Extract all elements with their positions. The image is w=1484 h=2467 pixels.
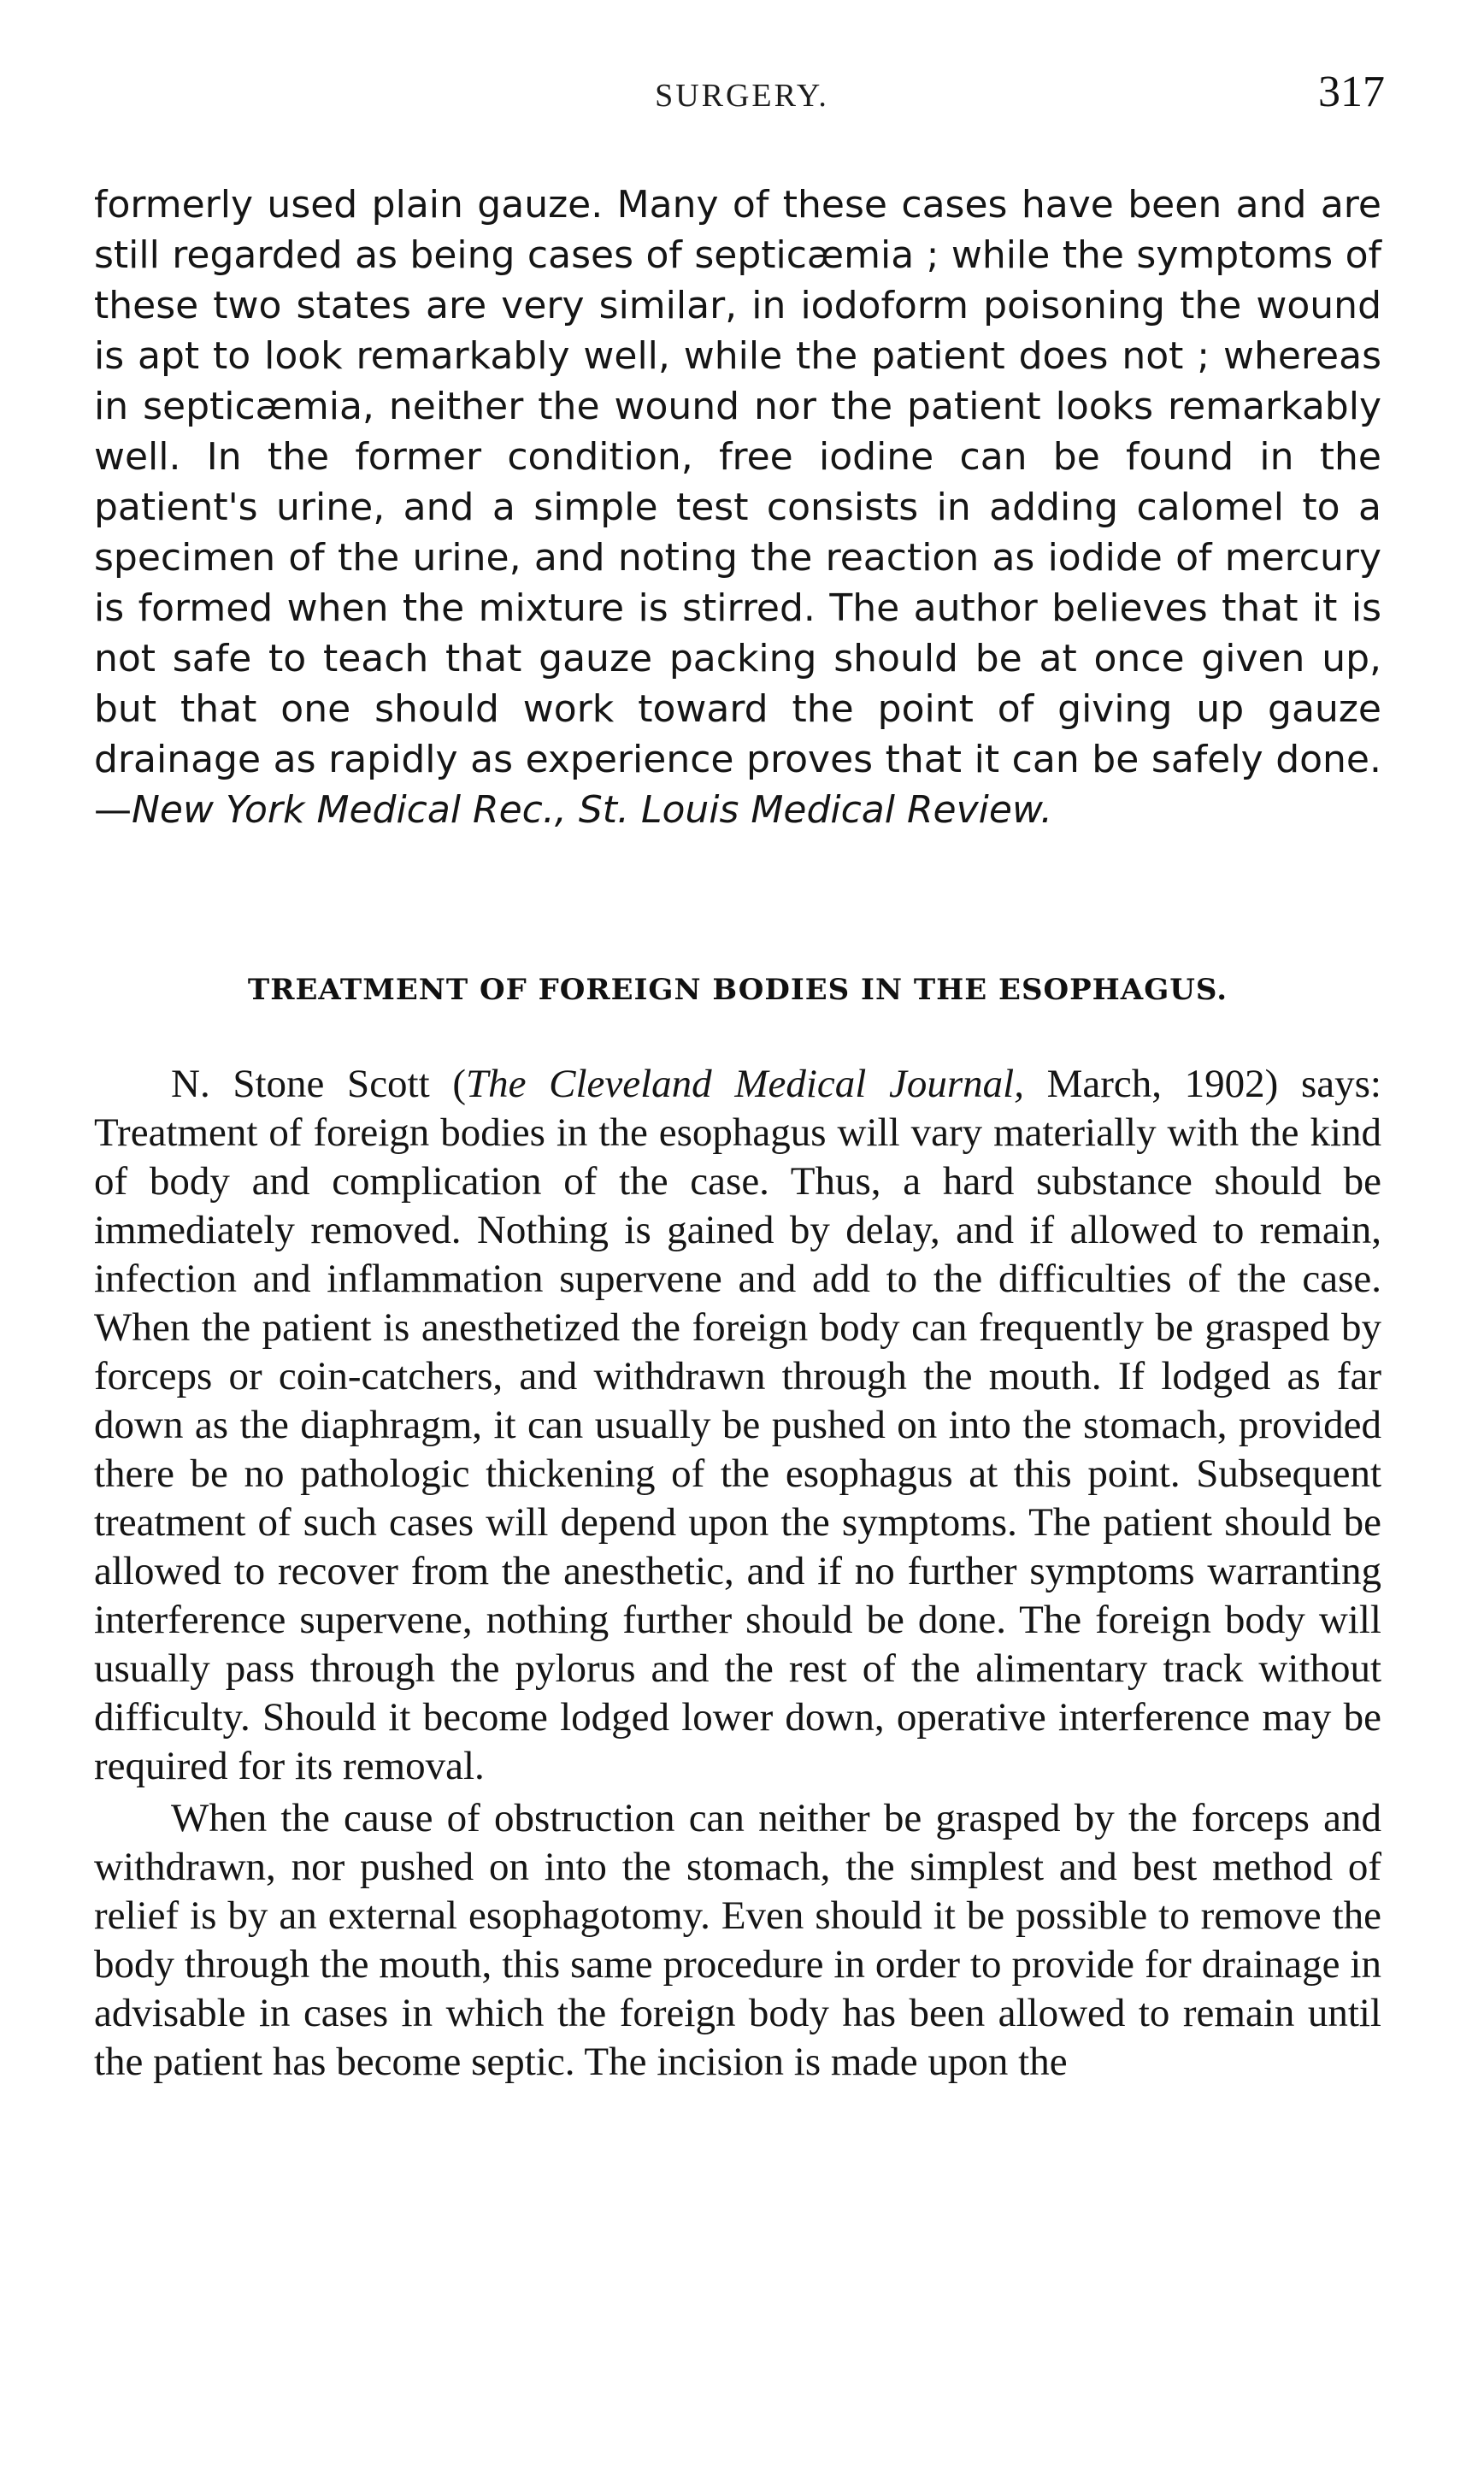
esophagus-paragraph-2: When the cause of obstruction can neither be grasped by the forceps and withdrawn, nor pushed on into the stomach, the simplest and best method of relief is by an external esophagotomy. Even should it be possible to remove the body through the mouth, this same procedure in order to provide for drainage in advisable in cases in which the foreign body has been allowed to remain until the patient has become septic. The incision is made upon the xyxy=(94,1796,1381,2084)
iodoform-paragraph xyxy=(94,180,1381,835)
citation: New York Medical Rec., St. Louis Medical Review. xyxy=(132,788,1053,832)
journal-title: The Cleveland Medical Journal, xyxy=(465,1062,1024,1106)
page-number: 317 xyxy=(1318,68,1385,116)
iodoform-text: formerly used plain gauze. Many of these cases have been and are still regarded as being cases of septicæmia ; while the symptoms of these two states are very similar, in iodoform poisoning the wound is apt to look remarkably well, while the patient does not ; whereas in septicæmia, neither the wound nor the patient looks remarkably well. In the former condition, free iodine can be found in the patient's urine, and a simple test consists in adding calomel to a specimen of the urine, and noting the reaction as iodide of mercury is formed when the mixture is stirred. The author believes that it is not safe to teach that gauze packing should be at once given up, but that one should work toward the point of giving up gauze drainage as rapidly as experience proves that it can be safely done.— xyxy=(94,183,1381,832)
section-heading: TREATMENT OF FOREIGN BODIES IN THE ESOPHAGUS. xyxy=(247,973,1228,1007)
author-intro: N. Stone Scott ( xyxy=(171,1062,466,1106)
running-head xyxy=(0,67,1484,118)
iodoform-section xyxy=(94,180,1381,835)
running-title: SURGERY. xyxy=(655,78,829,114)
esophagus-section xyxy=(94,1060,1381,2087)
esophagus-paragraph-1 xyxy=(94,1060,1381,1791)
paragraph-1-text: March, 1902) says: Treatment of foreign bodies in the esophagus will vary materially with the kind of body and complication of the case. Thus, a hard substance should be immediately removed. Nothing is gained by delay, and if allowed to remain, infection and inflammation supervene and add to the difficulties of the case. When the patient is anesthetized the foreign body can frequently be grasped by forceps or coin-catchers, and withdrawn through the mouth. If lodged as far down as the diaphragm, it can usually be pushed on into the stomach, provided there be no pathologic thickening of the esophagus at this point. Subsequent treatment of such cases will depend upon the symptoms. The patient should be allowed to recover from the anesthetic, and if no further symptoms warranting interference supervene, nothing further should be done. The foreign body will usually pass through the pylorus and the rest of the alimentary track without difficulty. Should it become lodged lower down, operative interference may be required for its removal. xyxy=(94,1062,1381,1788)
